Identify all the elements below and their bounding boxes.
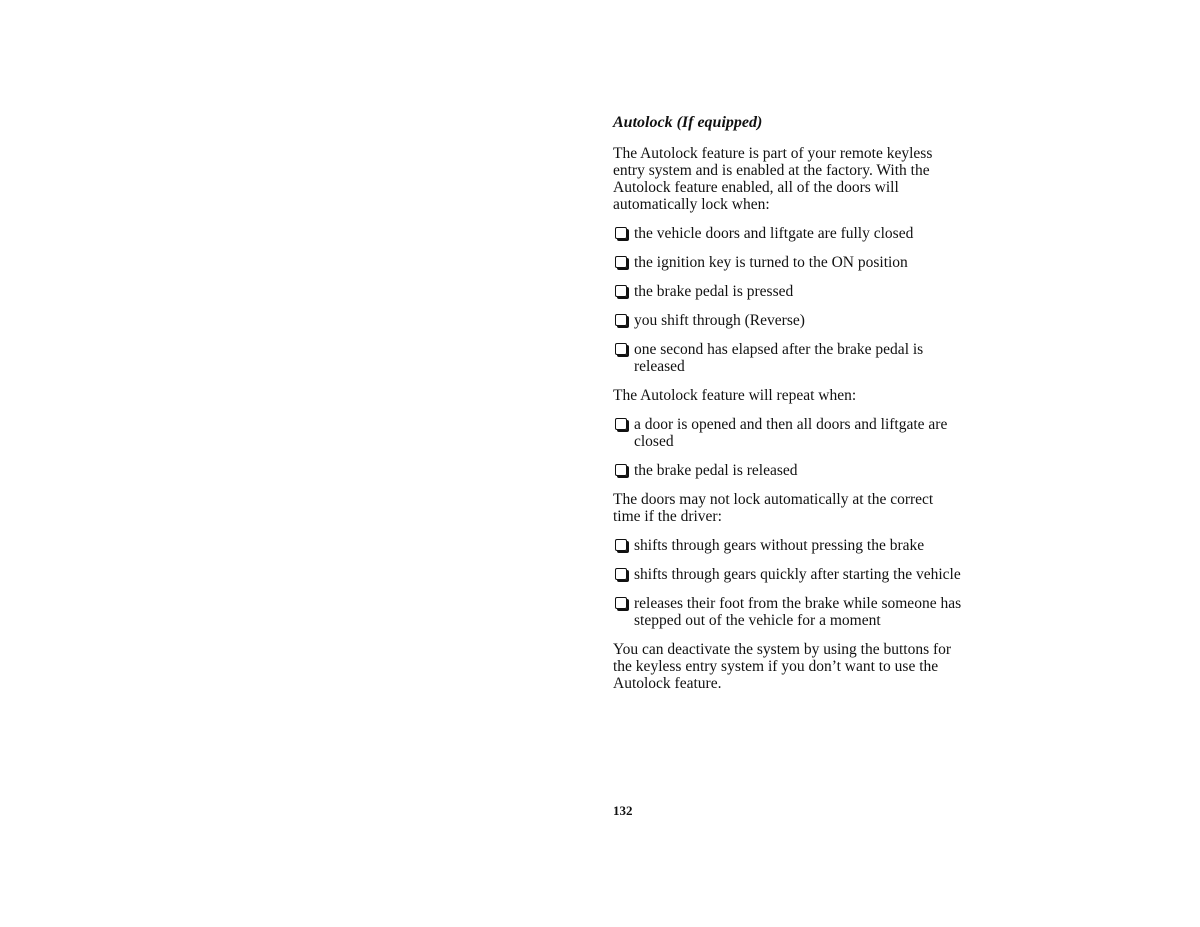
list-item: releases their foot from the brake while someone has stepped out of the vehicle for a moment — [613, 595, 963, 629]
checkbox-bullet-icon — [615, 597, 627, 609]
list-item: the brake pedal is pressed — [613, 283, 963, 300]
checkbox-bullet-icon — [615, 227, 627, 239]
fail-paragraph: The doors may not lock automatically at the correct time if the driver: — [613, 491, 934, 525]
repeat-paragraph: The Autolock feature will repeat when: — [613, 387, 857, 404]
page-number: 132 — [613, 803, 633, 818]
repeat-conditions-list — [613, 416, 963, 479]
list-item: shifts through gears quickly after starting the vehicle — [613, 566, 963, 583]
list-item: the ignition key is turned to the ON position — [613, 254, 963, 271]
list-item: the brake pedal is released — [613, 462, 963, 479]
checkbox-bullet-icon — [615, 343, 627, 355]
checkbox-bullet-icon — [615, 539, 627, 551]
autolock-section — [613, 113, 963, 704]
list-item: the vehicle doors and liftgate are fully closed — [613, 225, 963, 242]
checkbox-bullet-icon — [615, 256, 627, 268]
intro-paragraph: The Autolock feature is part of your remote keyless entry system and is enabled at the factory. With the Autolock feature enabled, all of the doors will automatically lock when: — [613, 145, 933, 213]
checkbox-bullet-icon — [615, 285, 627, 297]
checkbox-bullet-icon — [615, 568, 627, 580]
fail-conditions-list — [613, 537, 963, 629]
checkbox-bullet-icon — [615, 418, 627, 430]
list-item: one second has elapsed after the brake pedal is released — [613, 341, 963, 375]
checkbox-bullet-icon — [615, 464, 627, 476]
list-item: you shift through (Reverse) — [613, 312, 963, 329]
list-item: shifts through gears without pressing the brake — [613, 537, 963, 554]
section-heading: Autolock (If equipped) — [613, 114, 763, 131]
checkbox-bullet-icon — [615, 314, 627, 326]
deactivate-paragraph: You can deactivate the system by using the buttons for the keyless entry system if you don’t want to use the Autolock feature. — [613, 641, 952, 692]
lock-conditions-list — [613, 225, 963, 375]
list-item: a door is opened and then all doors and liftgate are closed — [613, 416, 963, 450]
